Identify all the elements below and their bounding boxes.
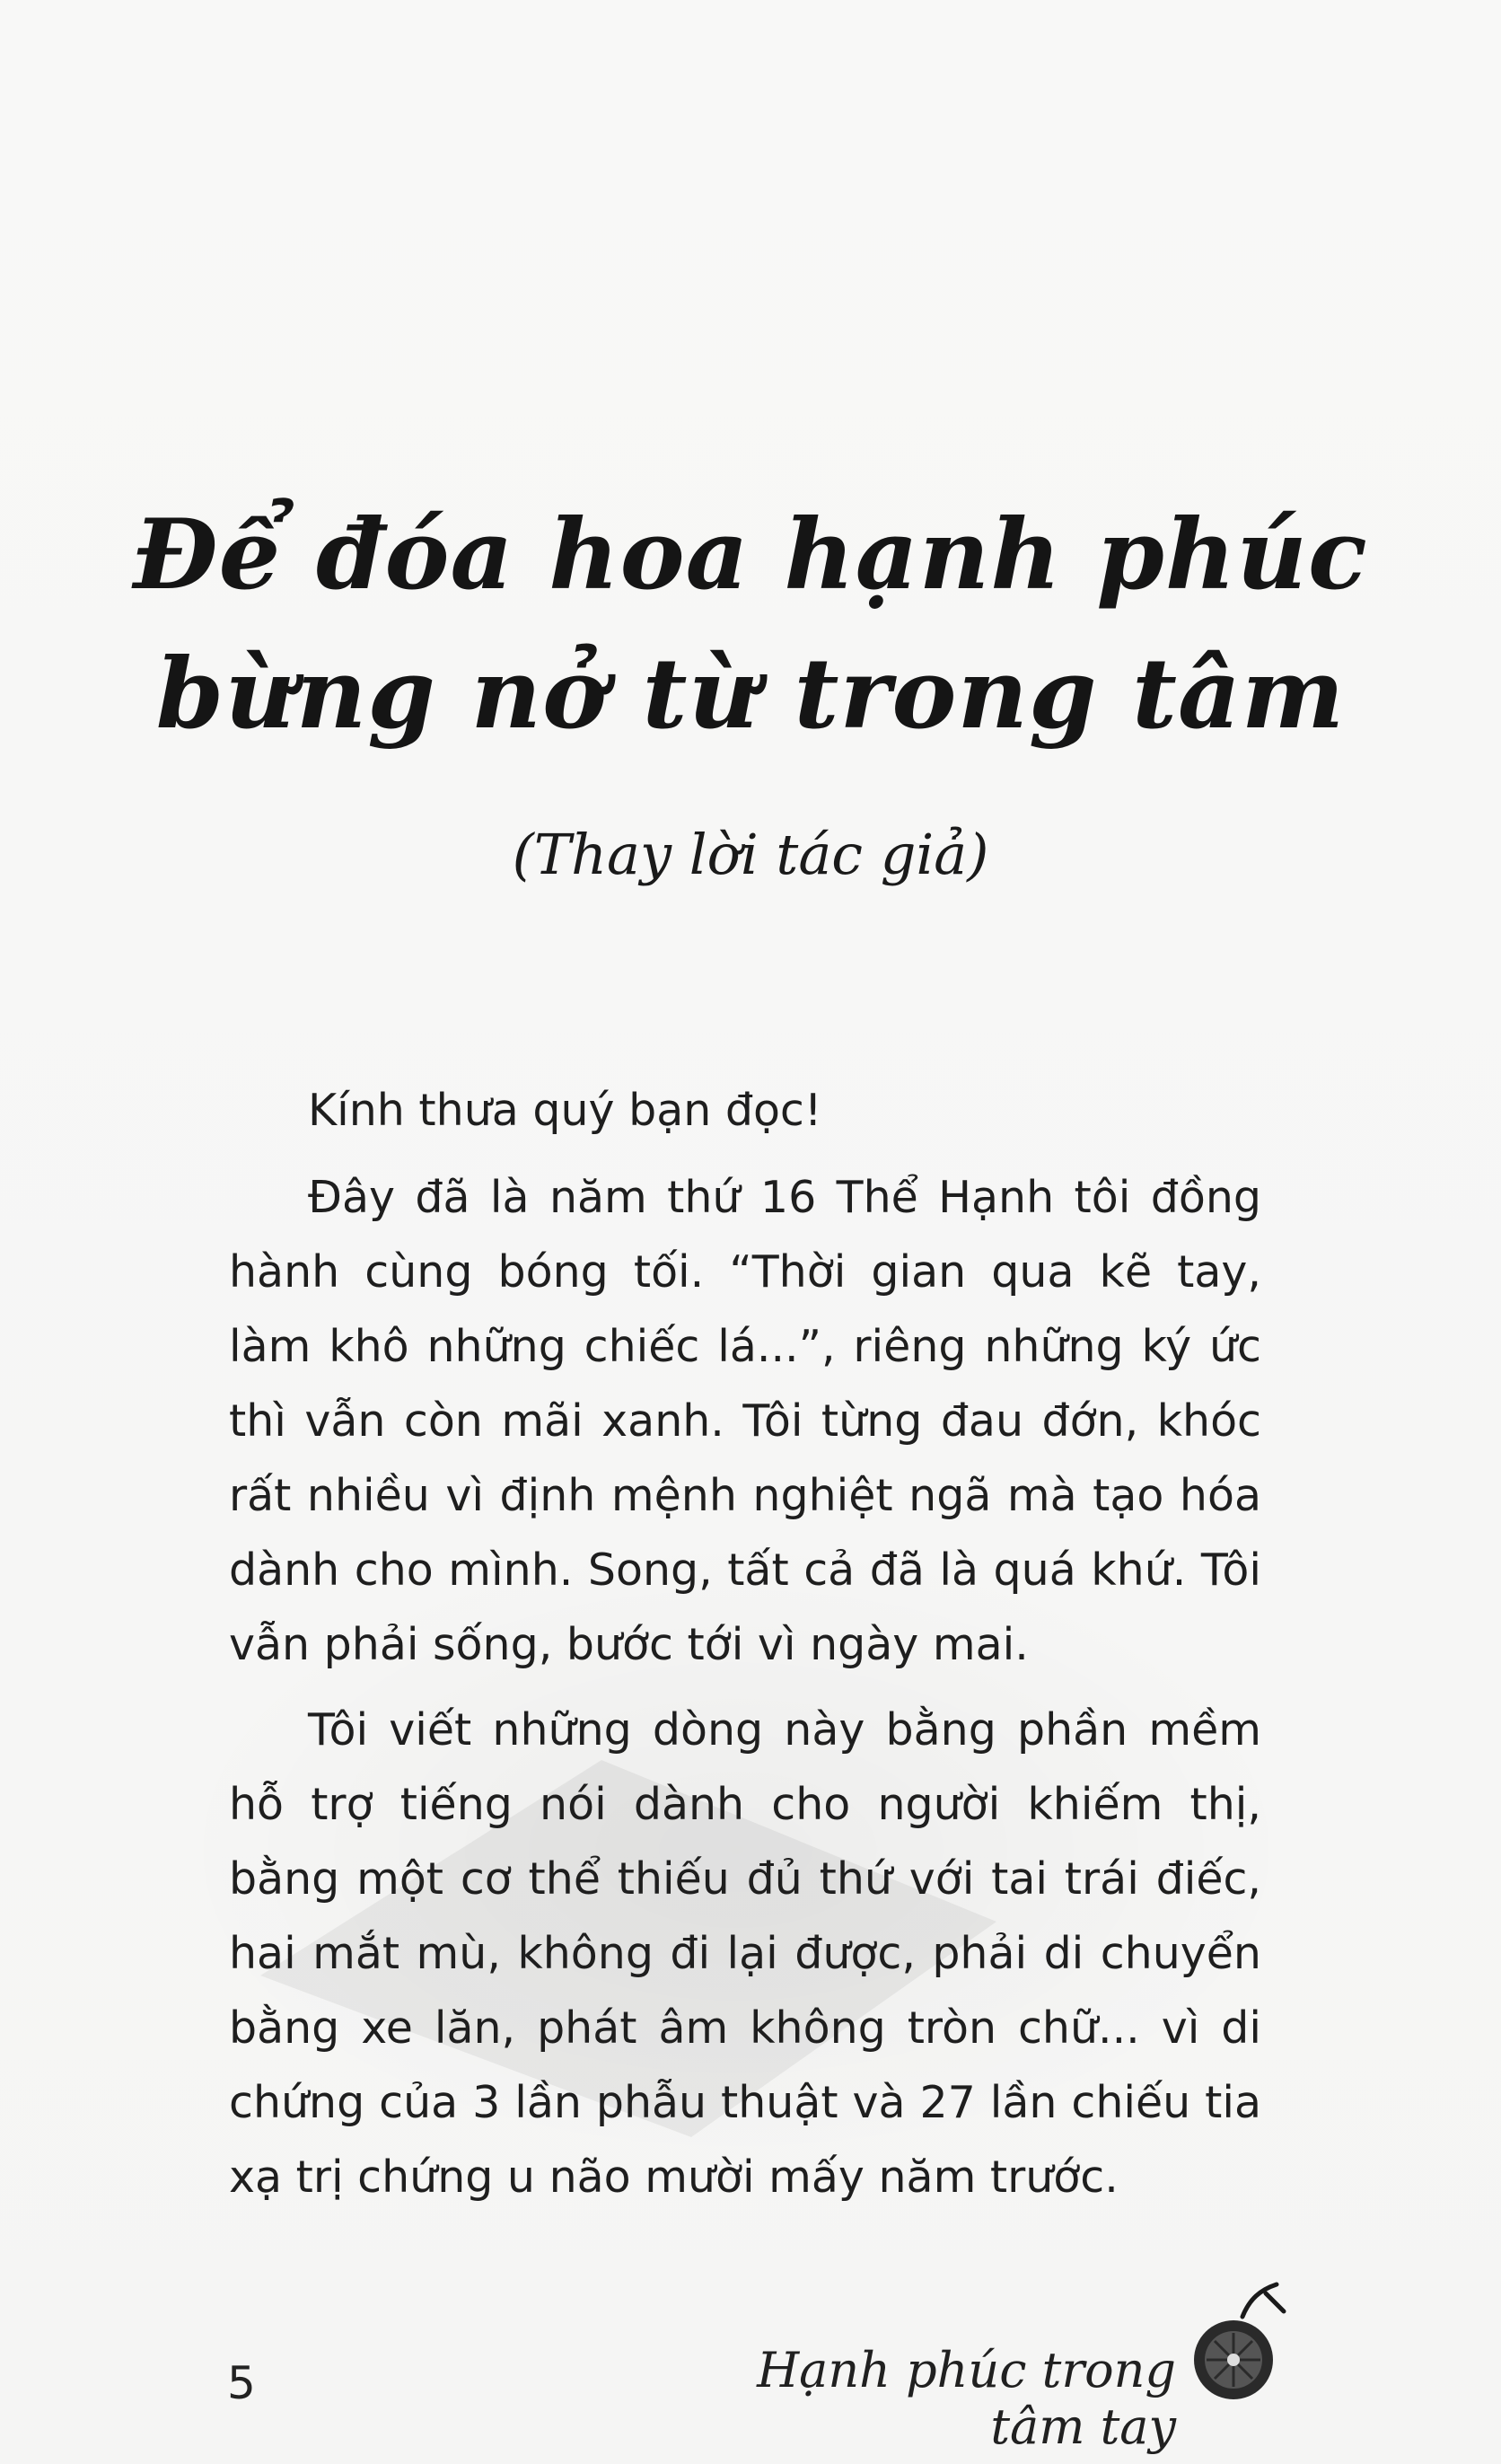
chapter-title-line-2: bừng nở từ trong tâm (155, 638, 1346, 751)
page-number: 5 (227, 2357, 256, 2409)
paragraph: Tôi viết những dòng này bằng phần mềm hỗ trợ tiếng nói dành cho người khiếm thị, bằng một cơ thể thiếu đủ thứ với tai trái điếc, hai mắt mù, không đi lại được, phải di chuyển bằng xe lăn, phát âm không tròn chữ... vì di chứng của 3 lần phẫu thuật và 27 lần chiếu tia xạ trị chứng u não mười mấy năm trước. (229, 1704, 1261, 2203)
fruit-icon (1187, 2281, 1295, 2407)
chapter-subtitle: (Thay lời tác giả) (512, 822, 989, 887)
running-title: Hạnh phúc trong tâm tay (757, 2342, 1176, 2455)
paragraph-greeting: Kính thưa quý bạn đọc! (308, 1085, 822, 1136)
paragraph: Đây đã là năm thứ 16 Thể Hạnh tôi đồng hành cùng bóng tối. “Thời gian qua kẽ tay, làm khô những chiếc lá...”, riêng những ký ức thì vẫn còn mãi xanh. Tôi từng đau đớn, khóc rất nhiều vì định mệnh nghiệt ngã mà tạo hóa dành cho mình. Song, tất cả đã là quá khứ. Tôi vẫn phải sống, bước tới vì ngày mai. (229, 1172, 1261, 1670)
chapter-title-line-1: Để đóa hoa hạnh phúc (133, 498, 1368, 612)
body-text (229, 1073, 1261, 2225)
